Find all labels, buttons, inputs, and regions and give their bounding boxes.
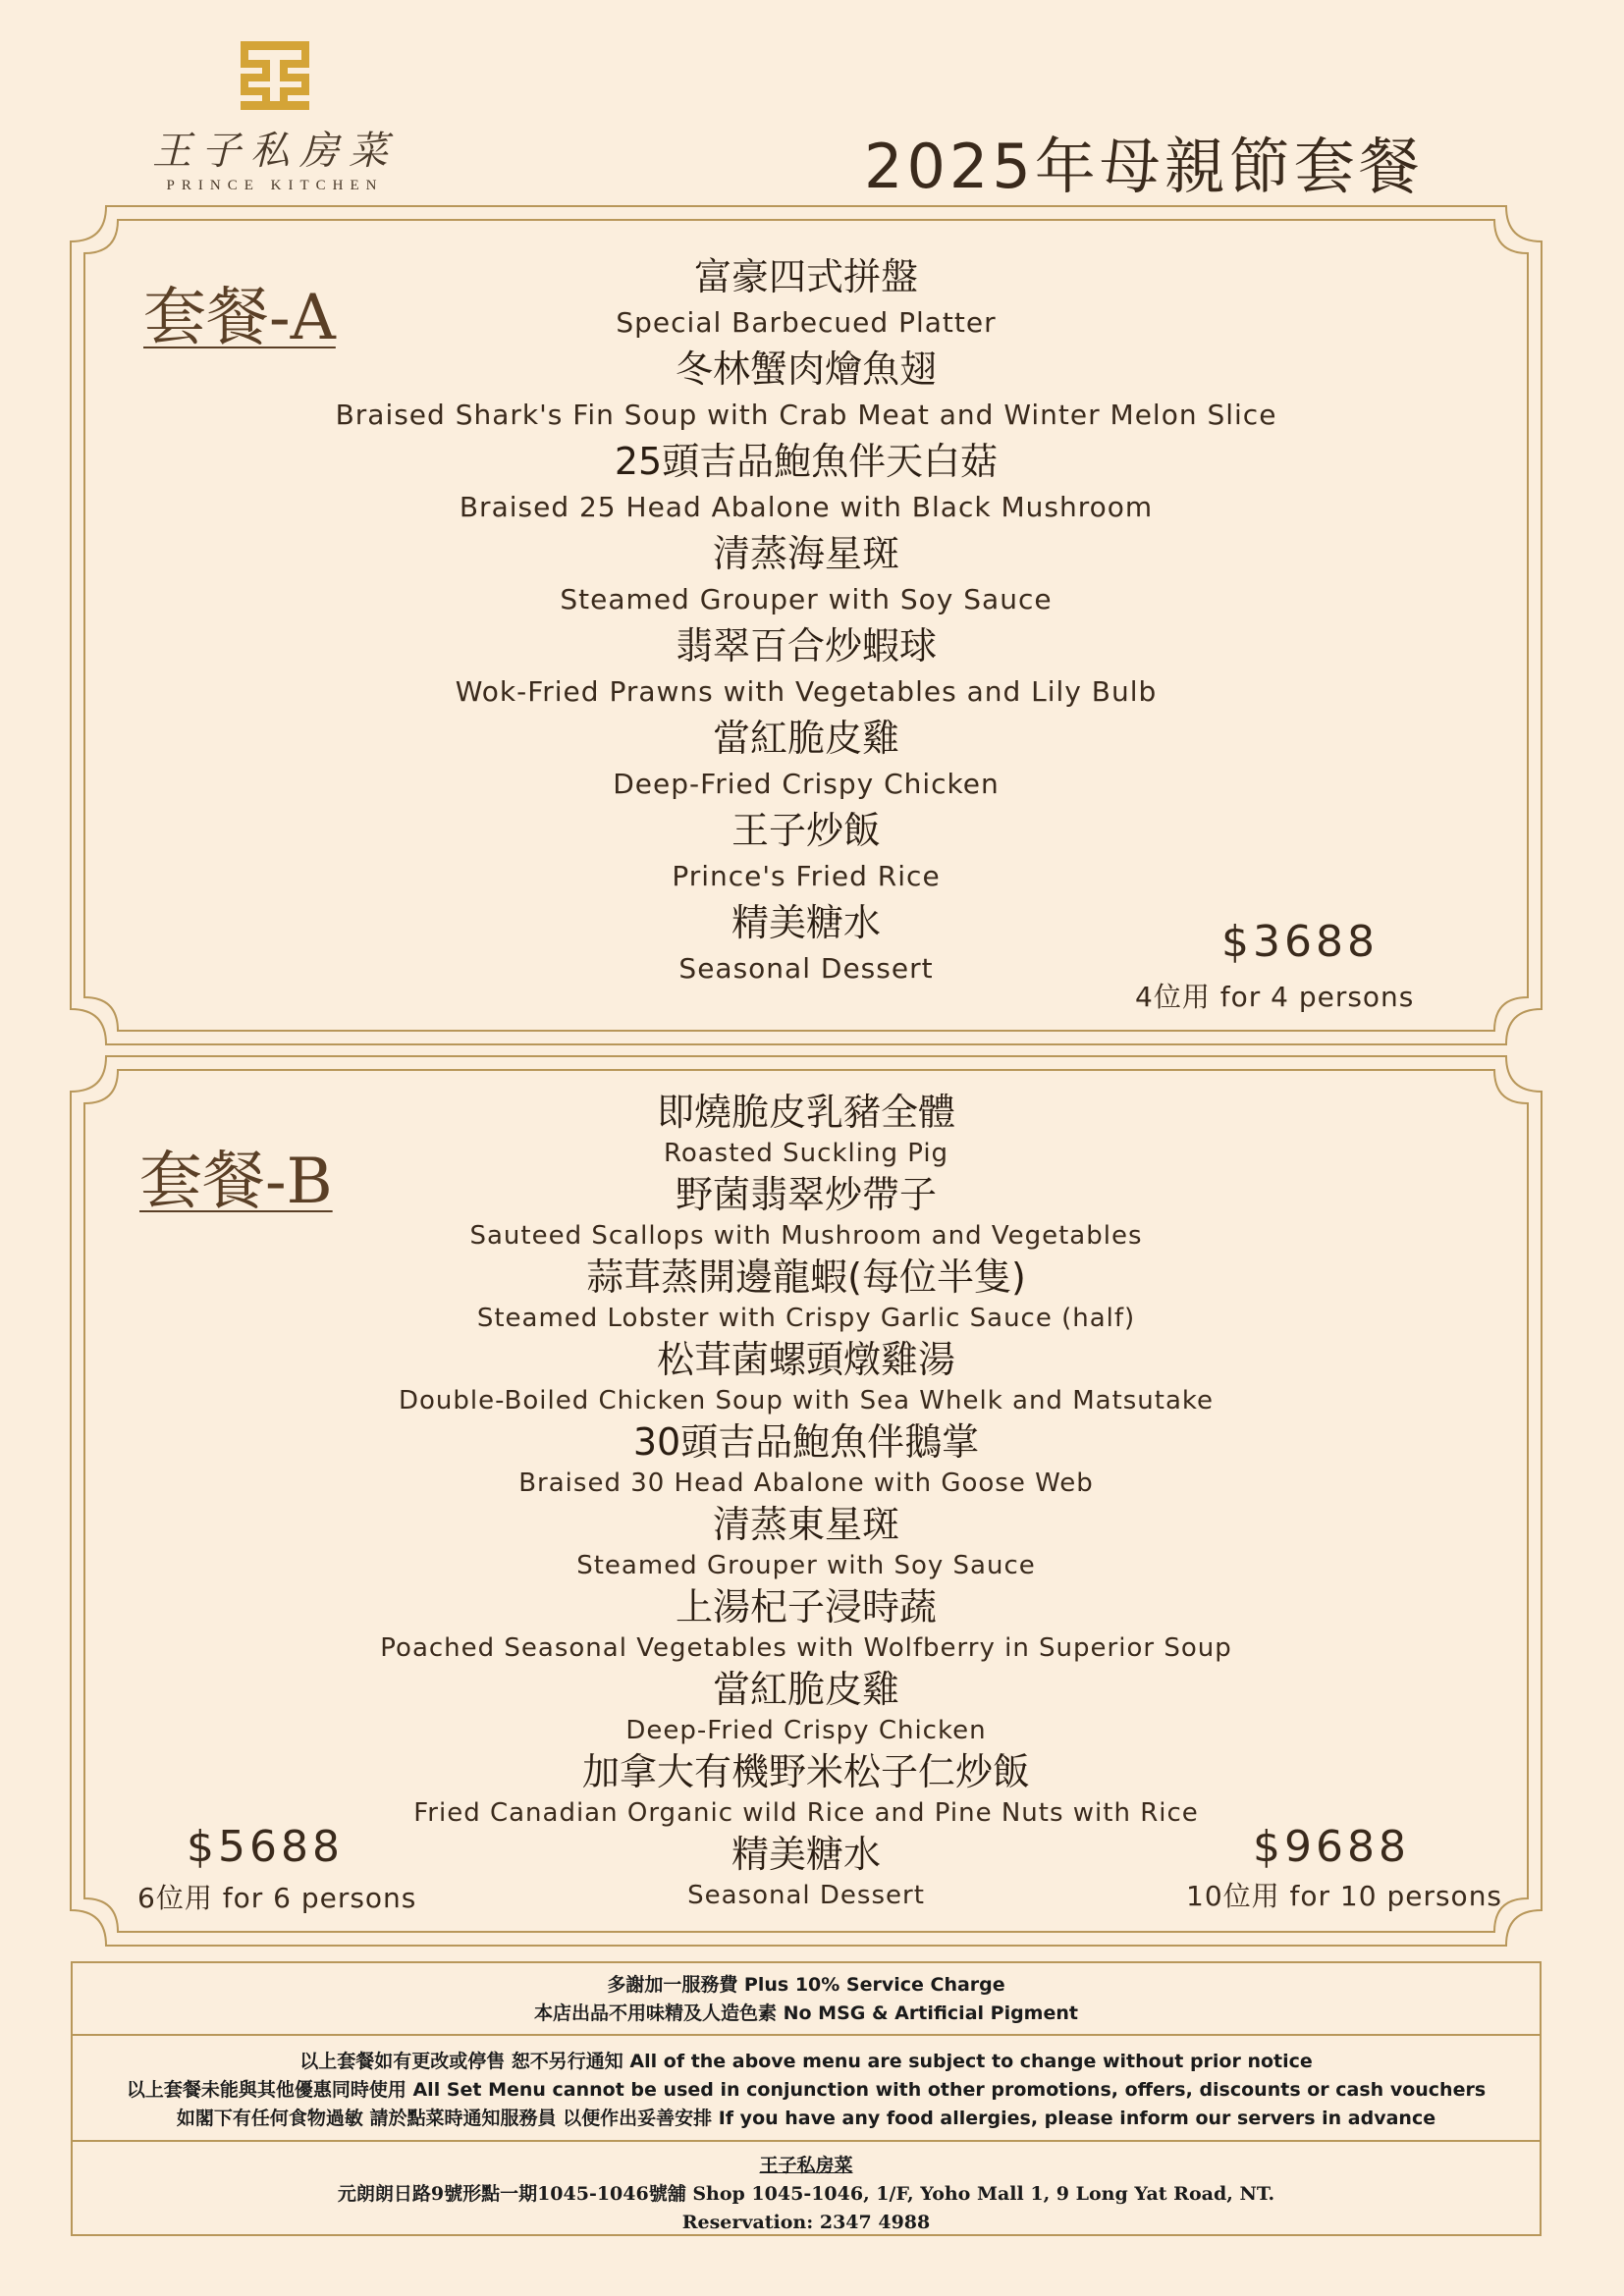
- course-item: [67, 249, 1545, 342]
- set-a-price: $3688: [1221, 917, 1379, 967]
- course-name-en: Steamed Grouper with Soy Sauce: [560, 583, 1053, 615]
- course-name-en: Steamed Grouper with Soy Sauce: [576, 1551, 1036, 1580]
- course-item: [67, 434, 1545, 526]
- terms-notice: [71, 2034, 1542, 2142]
- restaurant-name: 王子私房菜: [759, 2155, 853, 2176]
- course-name-zh: 精美糖水: [731, 1833, 881, 1876]
- course-name-en: Steamed Lobster with Crispy Garlic Sauce (half): [476, 1304, 1136, 1333]
- course-name-en: Seasonal Dessert: [678, 952, 934, 985]
- course-name-en: Fried Canadian Organic wild Rice and Pine Nuts with Rice: [413, 1798, 1199, 1828]
- course-name-zh: 即燒脆皮乳豬全體: [656, 1091, 955, 1134]
- terms-change-note: 以上套餐如有更改或停售 恕不另行通知 All of the above menu are subject to change without prior notice: [299, 2051, 1313, 2072]
- course-item: [67, 711, 1545, 803]
- course-name-zh: 當紅脆皮雞: [712, 717, 899, 760]
- course-name-zh: 加拿大有機野米松子仁炒飯: [581, 1750, 1030, 1793]
- course-item: [67, 526, 1545, 618]
- logo-emblem-icon: [239, 39, 311, 112]
- course-name-en: Sauteed Scallops with Mushroom and Vegetables: [469, 1221, 1143, 1251]
- course-name-en: Wok-Fried Prawns with Vegetables and Lily Bulb: [455, 675, 1158, 708]
- course-name-en: Special Barbecued Platter: [616, 306, 997, 339]
- course-item: [67, 342, 1545, 434]
- restaurant-info: [71, 2140, 1542, 2236]
- course-item: [67, 1747, 1545, 1830]
- set-b-price-10: $9688: [1253, 1822, 1410, 1872]
- course-name-zh: 精美糖水: [731, 901, 881, 944]
- course-item: [67, 1417, 1545, 1500]
- course-name-zh: 25頭吉品鮑魚伴天白菇: [614, 440, 999, 483]
- course-name-en: Poached Seasonal Vegetables with Wolfberry in Superior Soup: [380, 1633, 1232, 1663]
- charges-notice: [71, 1961, 1542, 2036]
- set-a-course-list: [67, 249, 1545, 988]
- course-name-zh: 清蒸海星斑: [712, 532, 899, 575]
- course-name-en: Double-Boiled Chicken Soup with Sea Whelk and Matsutake: [398, 1386, 1215, 1415]
- course-name-zh: 王子炒飯: [731, 809, 881, 852]
- logo: [147, 39, 403, 196]
- set-a-persons: 4位用 for 4 persons: [1135, 981, 1415, 1013]
- set-b-persons-6: 6位用 for 6 persons: [137, 1882, 417, 1914]
- course-name-zh: 富豪四式拼盤: [693, 255, 918, 298]
- set-b-persons-10: 10位用 for 10 persons: [1186, 1880, 1503, 1912]
- course-name-zh: 松茸菌螺頭燉雞湯: [656, 1338, 955, 1381]
- course-name-en: Deep-Fried Crispy Chicken: [613, 768, 1000, 800]
- course-name-zh: 翡翠百合炒蝦球: [675, 624, 937, 667]
- course-name-zh: 清蒸東星斑: [712, 1503, 899, 1546]
- set-b-price-6: $5688: [187, 1822, 344, 1872]
- course-item: [67, 1500, 1545, 1582]
- set-b-title: 套餐-B: [139, 1146, 333, 1218]
- course-name-zh: 30頭吉品鮑魚伴鵝掌: [632, 1420, 980, 1464]
- course-item: [67, 803, 1545, 895]
- course-name-zh: 蒜茸蒸開邊龍蝦(每位半隻): [586, 1255, 1026, 1299]
- course-name-en: Braised Shark's Fin Soup with Crab Meat and Winter Melon Slice: [335, 399, 1277, 431]
- course-item: [67, 1582, 1545, 1665]
- course-item: [67, 618, 1545, 711]
- set-a-panel: [67, 202, 1545, 1048]
- service-charge-note: 多謝加一服務費 Plus 10% Service Charge: [607, 1974, 1005, 1996]
- course-item: [67, 1335, 1545, 1417]
- course-item: [67, 1088, 1545, 1170]
- course-item: [67, 1253, 1545, 1335]
- page-title: 2025年母親節套餐: [864, 131, 1424, 202]
- reservation-phone: Reservation: 2347 4988: [681, 2212, 931, 2233]
- course-name-zh: 上湯杞子浸時蔬: [675, 1585, 937, 1629]
- terms-promotion-note: 以上套餐未能與其他優惠同時使用 All Set Menu cannot be used in conjunction with other promotions, offers, discounts or cash vouchers: [126, 2079, 1487, 2101]
- terms-allergy-note: 如閣下有任何食物過敏 請於點菜時通知服務員 以便作出妥善安排 If you have any food allergies, please inform our servers in advance: [176, 2108, 1436, 2129]
- course-item: [67, 1665, 1545, 1747]
- course-item: [67, 1170, 1545, 1253]
- logo-english-name: PRINCE KITCHEN: [166, 178, 384, 193]
- course-name-en: Seasonal Dessert: [687, 1881, 925, 1910]
- course-name-en: Deep-Fried Crispy Chicken: [625, 1716, 987, 1745]
- course-name-zh: 野菌翡翠炒帶子: [675, 1173, 937, 1216]
- restaurant-address: 元朗朗日路9號形點一期1045-1046號舖 Shop 1045-1046, 1/F, Yoho Mall 1, 9 Long Yat Road, NT.: [337, 2183, 1275, 2205]
- no-msg-note: 本店出品不用味精及人造色素 No MSG & Artificial Pigment: [534, 2002, 1078, 2024]
- course-name-zh: 冬林蟹肉燴魚翅: [675, 347, 937, 391]
- course-name-en: Roasted Suckling Pig: [663, 1139, 949, 1168]
- set-b-panel: [67, 1052, 1545, 1949]
- course-name-en: Braised 25 Head Abalone with Black Mushroom: [459, 491, 1154, 523]
- course-name-en: Prince's Fried Rice: [672, 860, 941, 892]
- set-a-title: 套餐-A: [143, 282, 336, 354]
- set-b-course-list: [67, 1088, 1545, 1912]
- course-name-en: Braised 30 Head Abalone with Goose Web: [518, 1468, 1094, 1498]
- logo-chinese-name: 王子私房菜: [152, 129, 398, 174]
- course-name-zh: 當紅脆皮雞: [712, 1668, 899, 1711]
